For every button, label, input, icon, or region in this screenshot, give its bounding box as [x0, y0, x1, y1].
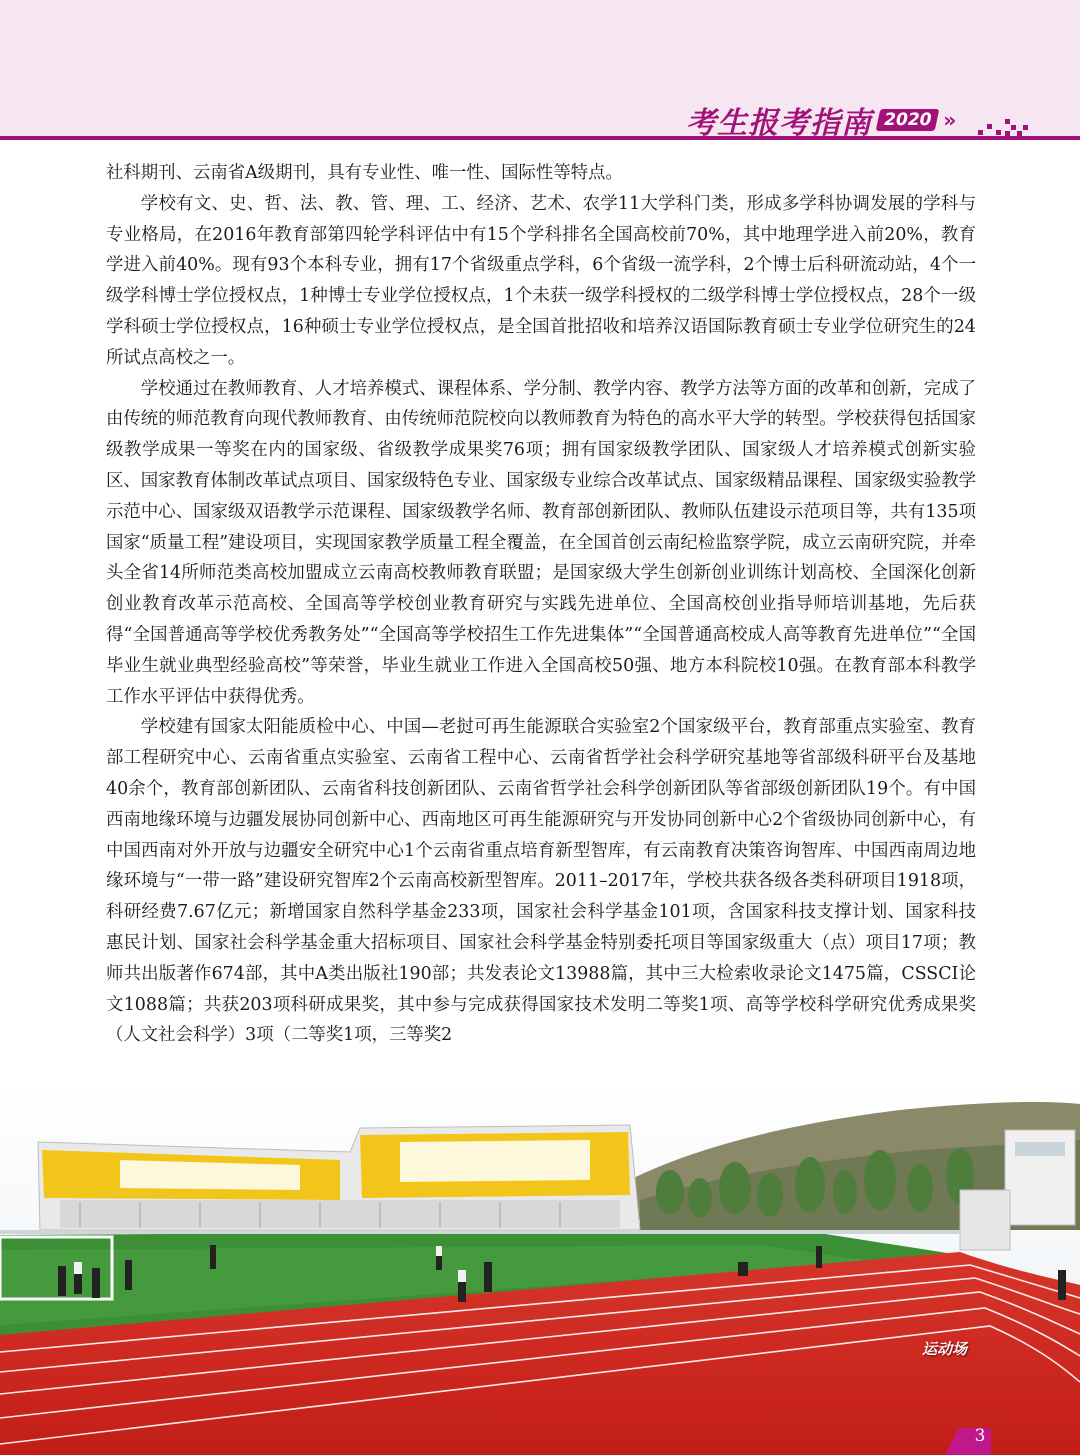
photo-caption: 运动场 [922, 1340, 968, 1358]
paragraph: 社科期刊、云南省A级期刊，具有专业性、唯一性、国际性等特点。 [106, 163, 623, 183]
paragraph: 学校有文、史、哲、法、教、管、理、工、经济、艺术、农学11大学科门类，形成多学科协调发展的学科与专业格局，在2016年教育部第四轮学科评估中有15个学科排名全国高校前70%，其中地理学进入前20%，教育学进入前40%。现有93个本科专业，拥有17个省级重点学科，6个省级一流学科，2个博士后科研流动站，4个一级学科博士学位授权点，1种博士专业学位授权点，1个未获一级学科授权的二级学科博士学位授权点，28个一级学科硕士学位授权点，16种硕士专业学位授权点，是全国首批招收和培养汉语国际教育硕士专业学位研究生的24所试点高校之一。 [106, 193, 976, 368]
header-year: 2020 [876, 109, 940, 131]
paragraph: 学校建有国家太阳能质检中心、中国—老挝可再生能源联合实验室2个国家级平台，教育部重点实验室、教育部工程研究中心、云南省重点实验室、云南省工程中心、云南省哲学社会科学研究基地等省部级科研平台及基地40余个，教育部创新团队、云南省科技创新团队、云南省哲学社会科学创新团队等省部级创新团队19个。有中国西南地缘环境与边疆发展协同创新中心、西南地区可再生能源研究与开发协同创新中心2个省级协同创新中心，有中国西南对外开放与边疆安全研究中心1个云南省重点培育新型智库，有云南教育决策咨询智库、中国西南周边地缘环境与“一带一路”建设研究智库2个云南高校新型智库。2011–2017年，学校共获各级各类科研项目1918项，科研经费7.67亿元；新增国家自然科学基金233项，国家社会科学基金101项，含国家科技支撑计划、国家科技惠民计划、国家社会科学基金重大招标项目、国家社会科学基金特别委托项目等国家级重大（点）项目17项；教师共出版著作674部，其中A类出版社190部；共发表论文13988篇，其中三大检索收录论文1475篇，CSSCI论文1088篇；共获203项科研成果奖，其中参与完成获得国家技术发明二等奖1项、高等学校科学研究优秀成果奖（人文社会科学）3项（二等奖1项，三等奖2 [106, 717, 976, 1046]
article-body [106, 158, 976, 1051]
header-title: 考生报考指南 [686, 106, 872, 141]
paragraph: 学校通过在教师教育、人才培养模式、课程体系、学分制、教学内容、教学方法等方面的改革和创新，完成了由传统的师范教育向现代教师教育、由传统师范院校向以教师教育为特色的高水平大学的转型。学校获得包括国家级教学成果一等奖在内的国家级、省级教学成果奖76项；拥有国家级教学团队、国家级人才培养模式创新实验区、国家教育体制改革试点项目、国家级特色专业、国家级专业综合改革试点、国家级精品课程、国家级实验教学示范中心、国家级双语教学示范课程、国家级教学名师、教育部创新团队、教师队伍建设示范项目等，共有135项国家“质量工程”建设项目，实现国家教学质量工程全覆盖，在全国首创云南纪检监察学院，成立云南研究院，并牵头全省14所师范类高校加盟成立云南高校教师教育联盟；是国家级大学生创新创业训练计划高校、全国深化创新创业教育改革示范高校、全国高等学校创业教育研究与实践先进单位、全国高校创业指导师培训基地，先后获得“全国普通高等学校优秀教务处”“全国高等学校招生工作先进集体”“全国普通高校成人高等教育先进单位”“全国毕业生就业典型经验高校”等荣誉，毕业生就业工作进入全国高校50强、地方本科院校10强。在教育部本科教学工作水平评估中获得优秀。 [106, 378, 976, 707]
page-number: 3 [974, 1426, 986, 1446]
running-header [686, 100, 953, 140]
stadium-photo [0, 1080, 1080, 1455]
pixel-decoration-icon [978, 116, 1038, 138]
chevron-right-icon: » [943, 108, 954, 132]
